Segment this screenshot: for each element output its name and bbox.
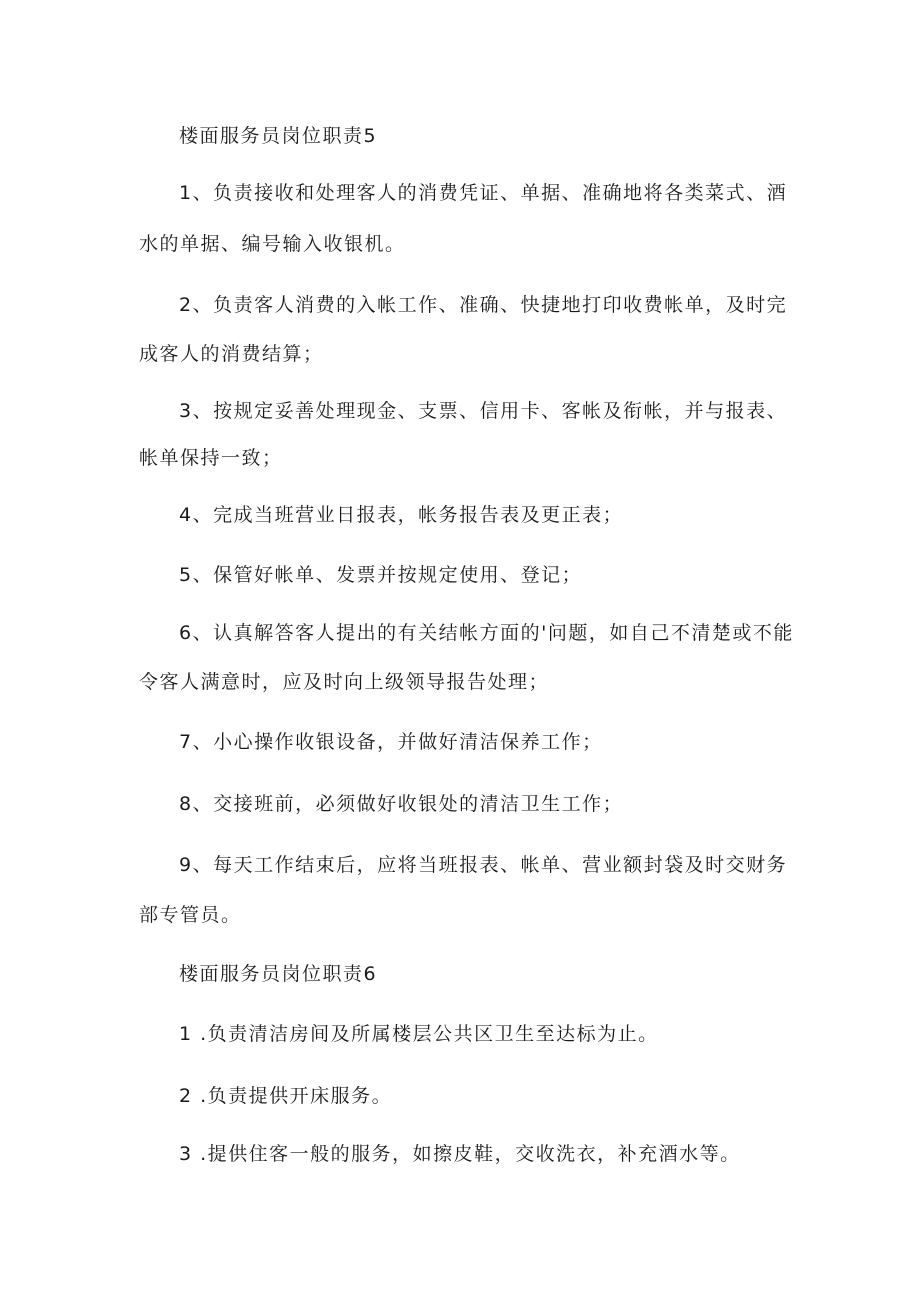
paragraph-line: 4、完成当班营业日报表，帐务报告表及更正表； bbox=[179, 504, 624, 526]
paragraph-line: 5、保管好帐单、发票并按规定使用、登记； bbox=[179, 564, 583, 586]
paragraph-line: 1 .负责清洁房间及所属楼层公共区卫生至达标为止。 bbox=[179, 1023, 659, 1045]
paragraph-line: 7、小心操作收银设备，并做好清洁保养工作； bbox=[179, 731, 603, 753]
section-heading: 楼面服务员岗位职责5 bbox=[179, 125, 378, 147]
paragraph-line: 部专管员。 bbox=[139, 904, 242, 926]
paragraph-line: 3、按规定妥善处理现金、支票、信用卡、客帐及衔帐，并与报表、 bbox=[179, 400, 788, 422]
paragraph-line: 1、负责接收和处理客人的消费凭证、单据、准确地将各类菜式、酒 bbox=[179, 182, 788, 204]
paragraph-line: 8、交接班前，必须做好收银处的清洁卫生工作； bbox=[179, 793, 624, 815]
paragraph-line: 2、负责客人消费的入帐工作、准确、快捷地打印收费帐单，及时完 bbox=[179, 294, 788, 316]
paragraph-line: 成客人的消费结算； bbox=[139, 343, 324, 365]
paragraph-line: 9、每天工作结束后，应将当班报表、帐单、营业额封袋及时交财务 bbox=[179, 854, 788, 876]
paragraph-line: 帐单保持一致； bbox=[139, 447, 283, 469]
paragraph-line: 令客人满意时，应及时向上级领导报告处理； bbox=[139, 671, 550, 693]
paragraph-line: 2 .负责提供开床服务。 bbox=[179, 1085, 393, 1107]
section-heading: 楼面服务员岗位职责6 bbox=[179, 963, 378, 985]
paragraph-line: 6、认真解答客人提出的有关结帐方面的'问题，如自己不清楚或不能 bbox=[179, 622, 794, 644]
paragraph-line: 3 .提供住客一般的服务，如擦皮鞋，交收洗衣，补充酒水等。 bbox=[179, 1143, 741, 1165]
paragraph-line: 水的单据、编号输入收银机。 bbox=[139, 233, 406, 255]
